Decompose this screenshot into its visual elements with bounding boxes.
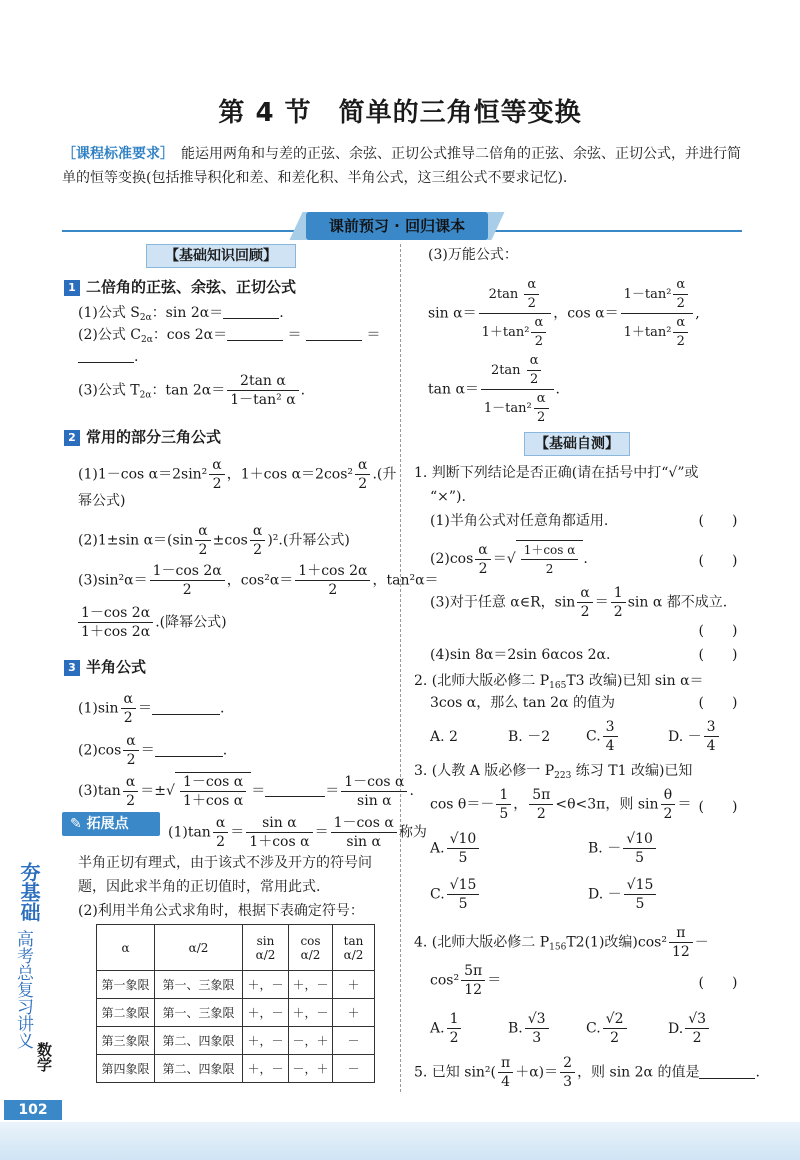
self-test-tag: 【基础自测】 bbox=[524, 432, 630, 456]
section-banner: 课前预习 · 回归课本 bbox=[306, 212, 488, 240]
answer-paren[interactable]: ( ) bbox=[698, 623, 738, 639]
universal-sin-cos: sin α＝ 2tan $\frac{\alpha}{2}$ 1＋tan² $\frac{\alpha}{2}$ ，cos α＝ 1－tan² $\frac{\alpha}{2}$ 1＋tan² $\frac{\alpha}{2}$ , bbox=[428, 277, 700, 349]
half-cos: (2)cos $\frac{\alpha}{2}$ ＝ . bbox=[78, 733, 228, 768]
intro-label: ［课程标准要求］ bbox=[62, 146, 167, 162]
question-1-cont: “×”). bbox=[430, 489, 466, 505]
section-1-heading bbox=[64, 276, 296, 297]
q3-option-d[interactable]: D. － $\frac{√15}{5}$ bbox=[588, 876, 658, 913]
ext-formula: (1)tan $\frac{\alpha}{2}$ ＝ $\frac{\text{sin α}}{\text{1＋cos α}}$ ＝ $\frac{\text{1－cos α}}{\text{sin α}}$ 称为 bbox=[168, 815, 427, 850]
table-header: α bbox=[97, 925, 155, 971]
blank[interactable] bbox=[78, 349, 134, 363]
brand-logo-text: 夯基础 bbox=[17, 862, 41, 922]
question-4-cont: cos² $\frac{5\pi}{12}$ ＝ ( ) bbox=[430, 962, 748, 999]
q3-option-b[interactable]: B. － $\frac{√10}{5}$ bbox=[588, 830, 658, 867]
q1-item-3: (3)对于任意 α∈R，sin $\frac{\alpha}{2}$ ＝ $\frac{1}{2}$ sin α 都不成立. bbox=[430, 585, 728, 620]
ext-text-1: 半角正切有理式，由于该式不涉及开方的符号问 bbox=[78, 855, 372, 871]
section-3-heading bbox=[64, 656, 146, 677]
answer-paren[interactable]: ( ) bbox=[698, 799, 738, 815]
eq: ＝ bbox=[366, 327, 381, 343]
option-a[interactable]: A. 2 bbox=[430, 728, 458, 745]
c2a-sub: 2α bbox=[141, 335, 153, 345]
t2a-text: ：tan 2α＝ bbox=[151, 382, 226, 399]
c2a-text: ：cos 2α＝ bbox=[152, 327, 228, 343]
answer-paren[interactable]: ( ) bbox=[698, 975, 738, 991]
section-2-number: 2 bbox=[64, 430, 80, 446]
t2a-label: (3)公式 T bbox=[78, 382, 140, 399]
table-header: tan α/2 bbox=[333, 925, 375, 971]
intro-paragraph bbox=[62, 142, 752, 190]
question-2: 2. (北师大版必修二 $P_{165}T3$ 改编)已知 sin α＝ bbox=[414, 673, 704, 691]
half-sin: (1)sin $\frac{\alpha}{2}$ ＝ . bbox=[78, 691, 225, 726]
answer-paren[interactable]: ( ) bbox=[698, 553, 738, 569]
s2a-label: (1)公式 S bbox=[78, 305, 140, 321]
option-c[interactable]: C. $\frac{√2}{2}$ bbox=[586, 1010, 668, 1047]
formula-c2a-cont: . bbox=[78, 346, 138, 368]
formula-s2a: (1)公式 $S_{2\alpha}$：sin 2α＝ . bbox=[78, 305, 284, 323]
table-row: 第一象限 第一、三象限 ＋，－ ＋，－ ＋ bbox=[97, 971, 375, 999]
option-a[interactable]: A. $\frac{1}{2}$ bbox=[430, 1010, 508, 1047]
q1-item-2: (2)cos $\frac{\alpha}{2}$ ＝√ $\frac{\text{1＋cos α}}{2}$ . ( ) bbox=[430, 540, 748, 578]
intro-text: 能运用两角和与差的正弦、余弦、正切公式推导二倍角的正弦、余弦、正切公式，并进行简单的恒等变换(包括推导积化和差、和差化积、半角公式，这三组公式不要求记忆). bbox=[62, 146, 741, 186]
option-d[interactable]: D. $\frac{√3}{2}$ bbox=[668, 1021, 711, 1037]
universal-tan: tan α＝ 2tan $\frac{\alpha}{2}$ 1－tan² $\frac{\alpha}{2}$ . bbox=[428, 353, 560, 425]
q3-option-a[interactable]: A. $\frac{√10}{5}$ bbox=[430, 830, 481, 867]
q3-option-c[interactable]: C. $\frac{√15}{5}$ bbox=[430, 876, 481, 913]
section-3-title: 半角公式 bbox=[86, 658, 147, 676]
ext-text-2: 题，因此求半角的正切值时，常用此式. bbox=[78, 879, 321, 895]
section-2-heading bbox=[64, 426, 221, 447]
question-4: 4. (北师大版必修二 $P_{156}T2(1)$改编)cos² $\frac{\pi}{12}$ － bbox=[414, 925, 709, 960]
question-5: 5. 已知 sin²( $\frac{\pi}{4}$ ＋α)＝ $\frac{2}{3}$ ，则 sin 2α 的值是 . bbox=[414, 1055, 760, 1090]
power-reduce-formula: (3)sin²α＝ $\frac{1-\cos 2\alpha}{2}$ ，cos²α＝ $\frac{1+\cos 2\alpha}{2}$ ，tan²α＝ bbox=[78, 563, 439, 598]
question-3-cont: cos θ＝－ $\frac{1}{5}$ ， $\frac{5\pi}{2}$ <θ<3π，则 sin $\frac{\theta}{2}$ ＝ ( ) bbox=[430, 786, 748, 823]
subject-label: 数学 bbox=[35, 1042, 53, 1072]
answer-paren[interactable]: ( ) bbox=[698, 513, 738, 529]
q1-item-4: (4)sin 8α＝2sin 6αcos 2α. ( ) bbox=[430, 644, 748, 666]
page-title: 第 4 节 简单的三角恒等变换 bbox=[218, 98, 582, 128]
one-pm-sin-formula: (2)1±sin α＝(sin $\frac{\alpha}{2}$ ±cos $\frac{\alpha}{2}$ )².(升幂公式) bbox=[78, 523, 350, 558]
c2a-label: (2)公式 C bbox=[78, 327, 141, 343]
s2a-sub: 2α bbox=[139, 313, 152, 323]
table-row: 第三象限 第二、四象限 ＋，－ －，＋ － bbox=[97, 1027, 375, 1055]
tan2a-fraction: $\frac{\text{2tan α}}{\text{1－tan² α}}$ bbox=[227, 372, 298, 409]
q4-options bbox=[430, 1010, 748, 1047]
table-header: sin α/2 bbox=[243, 925, 289, 971]
blank[interactable] bbox=[223, 305, 279, 319]
half-tan: (3)tan $\frac{\alpha}{2}$ ＝±√ $\frac{\text{1－cos α}}{\text{1＋cos α}}$ ＝ ＝ $\frac{\text{1－cos α}}{\text{sin α}}$ . bbox=[78, 773, 414, 809]
option-d[interactable]: D. － $\frac{3}{4}$ bbox=[668, 729, 721, 745]
blank[interactable] bbox=[155, 743, 223, 757]
section-3-number: 3 bbox=[64, 660, 80, 676]
blank[interactable] bbox=[265, 783, 325, 797]
table-row: 第四象限 第二、四象限 ＋，－ －，＋ － bbox=[97, 1055, 375, 1083]
answer-paren[interactable]: ( ) bbox=[698, 695, 738, 711]
table-header: α/2 bbox=[155, 925, 243, 971]
bottom-bar bbox=[0, 1122, 800, 1160]
universal-formula-title: (3)万能公式： bbox=[428, 247, 518, 263]
question-1: 1. 判断下列结论是否正确(请在括号中打“√”或 bbox=[414, 465, 699, 481]
question-3: 3. (人教 A 版必修一 $P_{223}$ 练习 T1 改编)已知 bbox=[414, 763, 693, 781]
q2-options bbox=[430, 718, 748, 755]
section-1-number: 1 bbox=[64, 280, 80, 296]
answer-paren[interactable]: ( ) bbox=[698, 647, 738, 663]
question-2-cont: 3cos α，那么 tan 2α 的值为 ( ) bbox=[430, 692, 748, 714]
formula-t2a: (3)公式 $T_{2\alpha}$：tan 2α＝ $\frac{\text{2tan α}}{\text{1－tan² α}}$ . bbox=[78, 373, 306, 408]
blank[interactable] bbox=[306, 327, 362, 341]
s2a-text: ：sin 2α＝ bbox=[151, 305, 224, 321]
sign-table bbox=[96, 924, 375, 1083]
table-header: cos α/2 bbox=[289, 925, 333, 971]
power-reduce-tan: $\frac{1-\cos 2\alpha}{1+\cos 2\alpha}$ .(降幂公式) bbox=[76, 604, 227, 641]
option-b[interactable]: B. －2 bbox=[508, 728, 551, 745]
option-b[interactable]: B. $\frac{√3}{3}$ bbox=[508, 1010, 586, 1047]
blank[interactable] bbox=[227, 327, 283, 341]
basic-knowledge-tag: 【基础知识回顾】 bbox=[146, 244, 296, 268]
page-number: 102 bbox=[4, 1100, 62, 1120]
book-title: 高考总复习讲义 bbox=[13, 930, 33, 1049]
option-c[interactable]: C. $\frac{3}{4}$ bbox=[586, 718, 668, 755]
table-header-row bbox=[97, 925, 375, 971]
q1-item-1: (1)半角公式对任意角都适用. ( ) bbox=[430, 510, 748, 532]
power-raise-formula: (1)1－cos α＝2sin² $\frac{\alpha}{2}$ ，1＋cos α＝2cos² $\frac{\alpha}{2}$ .(升 bbox=[78, 457, 397, 492]
section-1-title: 二倍角的正弦、余弦、正切公式 bbox=[86, 278, 297, 296]
power-raise-note: 幂公式) bbox=[78, 493, 126, 509]
blank[interactable] bbox=[152, 701, 220, 715]
column-divider bbox=[400, 244, 401, 1092]
section-2-title: 常用的部分三角公式 bbox=[86, 428, 222, 446]
t2a-sub: 2α bbox=[139, 390, 152, 401]
blank[interactable] bbox=[699, 1065, 755, 1079]
table-row: 第二象限 第一、三象限 ＋，－ ＋，－ ＋ bbox=[97, 999, 375, 1027]
extension-tag: ✎ 拓展点 bbox=[62, 812, 160, 836]
eq: ＝ bbox=[287, 327, 302, 343]
ext-text-3: (2)利用半角公式求角时，根据下表确定符号： bbox=[78, 903, 364, 919]
